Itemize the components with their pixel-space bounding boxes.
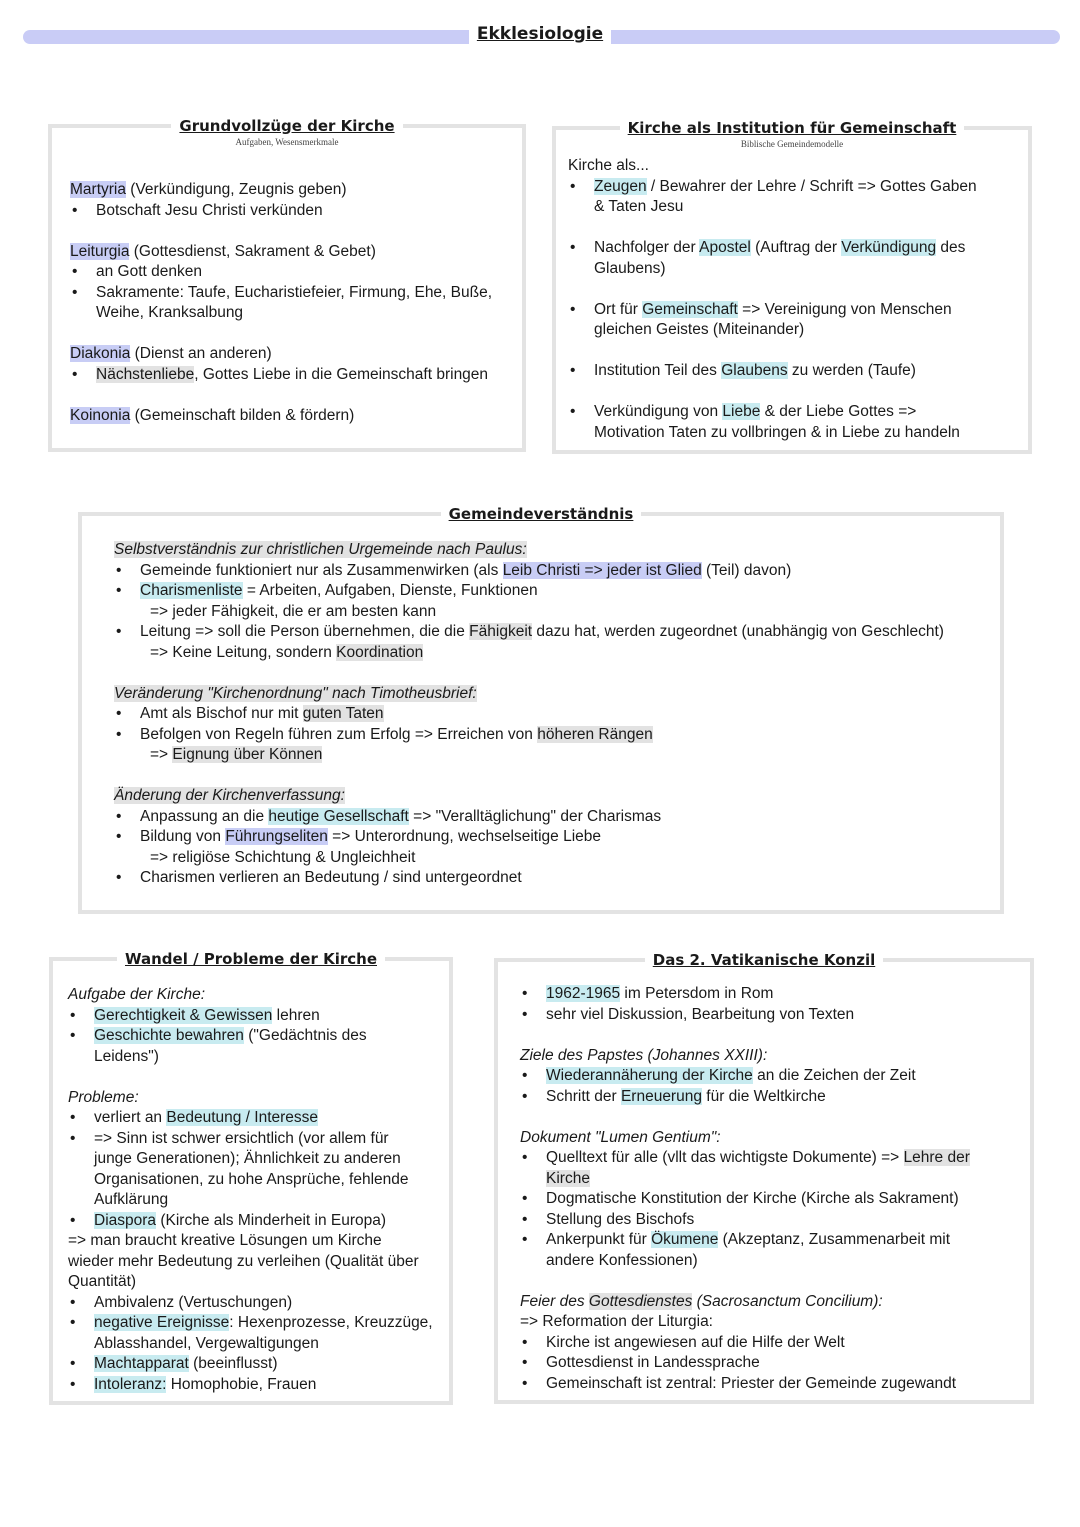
institution-box [552,119,1032,454]
list-item-cont: => religiöse Schichtung & Ungleichheit [150,848,416,866]
text: / Bewahrer der Lehre / Schrift => Gottes Gaben [646,177,977,195]
text: Feier des [520,1292,589,1310]
list-item [114,807,944,828]
text: (beeinflusst) [188,1355,278,1372]
text: (Kirche als Minderheit in Europa) [156,1211,387,1229]
leiturgia-term: Leiturgia [70,242,130,260]
list-item: • Gottesdienst in Landessprache [520,1353,970,1374]
highlight: Bedeutung / Interesse [166,1109,319,1126]
text: für die Weltkirche [701,1087,826,1105]
koinonia-desc: (Gemeinschaft bilden & fördern) [130,406,355,424]
list-item [568,402,977,423]
heading [114,684,944,705]
heading: Ziele des Papstes (Johannes XXIII): [520,1046,768,1064]
gemeinde-box [78,505,1004,914]
wandel-box [49,950,453,1405]
konzil-box [494,951,1034,1404]
highlight: Führungseliten [225,828,328,845]
gemeinde-title-wrap [82,504,1000,524]
list-item-cont: junge Generationen); Ähnlichkeit zu anderen [94,1150,401,1167]
highlight: heutige Gesellschaft [268,807,409,825]
grundvollzuege-box [48,117,526,452]
list-item [68,1211,433,1232]
list-item [520,1066,970,1087]
koinonia-term: Koinonia [70,406,131,424]
list-item [70,242,492,263]
highlight: guten Taten [302,705,384,722]
list-item [114,581,944,602]
text: Institution Teil des [594,362,722,379]
text: (Akzeptanz, Zusammenarbeit mit [718,1231,951,1248]
highlight: Erneuerung [620,1087,702,1105]
konzil-content [520,984,970,1394]
text: Quelltext für alle (vllt das wichtigste Dokumente) => [546,1149,904,1166]
highlight: Nächstenliebe [96,365,195,383]
leiturgia-desc: (Gottesdienst, Sakrament & Gebet) [129,242,376,260]
list-item [70,344,492,365]
note-line: Quantität) [68,1273,137,1290]
list-item-cont: Ablasshandel, Vergewaltigungen [94,1334,319,1352]
highlight: Leib Christi => jeder ist Glied [502,561,702,579]
institution-title-wrap [556,118,1028,138]
diakonia-desc: (Dienst an anderen) [130,345,272,362]
list-item-cont [114,745,944,766]
wandel-title: Wandel / Probleme der Kirche [117,949,385,969]
list-item [68,1313,433,1334]
martyria-term: Martyria [70,181,126,198]
list-item: • Botschaft Jesu Christi verkünden [70,201,492,222]
gemeinde-content [114,540,944,889]
wandel-content [68,985,433,1395]
list-item: • => Sinn ist schwer ersichtlich (vor allem für [68,1129,433,1150]
highlight: Geschichte bewahren [94,1027,244,1044]
list-item: • Dogmatische Konstitution der Kirche (Kirche als Sakrament) [520,1189,970,1210]
heading: Dokument "Lumen Gentium": [520,1128,721,1146]
text: = Arbeiten, Aufgaben, Dienste, Funktionen [242,582,538,599]
list-item-cont: Leidens") [94,1047,159,1065]
heading [114,786,944,807]
list-item-cont: Weihe, Kranksalbung [96,304,244,321]
list-item-cont: gleichen Geistes (Miteinander) [594,321,805,338]
text: Nachfolger der [594,239,700,256]
wandel-title-wrap [53,949,449,969]
heading-text: Selbstverständnis zur christlichen Urgemeinde nach Paulus: [114,541,527,558]
list-item [568,300,977,321]
konzil-title-wrap [498,950,1030,970]
note-line: => Reformation der Liturgia: [520,1313,713,1330]
list-item-cont: Organisationen, zu hohe Ansprüche, fehlende [94,1170,409,1188]
text: : Hexenprozesse, Kreuzzüge, [229,1314,433,1331]
highlight: Fähigkeit [469,623,533,640]
gemeinde-title: Gemeindeverständnis [441,504,642,524]
text: Anpassung an die [140,807,269,825]
highlight: Gemeinschaft [642,300,738,318]
text: Gemeinde funktioniert nur als Zusammenwirken (als [140,561,503,579]
text: => Unterordnung, wechselseitige Liebe [327,828,602,845]
text: Schritt der [546,1087,621,1105]
highlight: 1962-1965 [546,985,621,1002]
list-item [70,365,492,386]
list-item: • an Gott denken [70,262,492,283]
list-item [68,1375,433,1396]
highlight: Intoleranz: [94,1375,167,1393]
list-item [568,361,977,382]
list-item: • Stellung des Bischofs [520,1210,970,1231]
highlight: Ökumene [651,1231,719,1248]
list-item-cont [520,1169,970,1190]
highlight: Diaspora [94,1211,157,1229]
text: Bildung von [140,828,226,845]
highlight: Koordination [336,643,424,661]
list-item [568,177,977,198]
list-item [68,1354,433,1375]
list-item [114,704,944,725]
text: => [150,746,173,763]
text: (Sacrosanctum Concilium): [692,1292,883,1310]
highlight: Gerechtigkeit & Gewissen [94,1006,273,1024]
highlight: negative Ereignisse [94,1314,230,1331]
text: & der Liebe Gottes => [760,403,917,420]
heading: Probleme: [68,1088,139,1106]
list-item [520,984,970,1005]
text: Ankerpunkt für [546,1231,652,1248]
list-item-cont: => jeder Fähigkeit, die er am besten kann [150,602,437,620]
text: lehren [272,1006,320,1024]
text: dazu hat, werden zugeordnet (unabhängig von Geschlecht) [532,623,944,640]
institution-intro: Kirche als... [568,157,649,174]
text: Verkündigung von [594,403,723,420]
list-item: • Sakramente: Taufe, Eucharistiefeier, Firmung, Ehe, Buße, [70,283,492,304]
text: Ort für [594,300,643,318]
highlight: Wiederannäherung der Kirche [546,1067,753,1084]
list-item: • Gemeinschaft ist zentral: Priester der Gemeinde zugewandt [520,1374,970,1395]
text: verliert an [94,1109,167,1126]
heading-text: Veränderung "Kirchenordnung" nach Timotheusbrief: [114,684,477,702]
institution-subtitle: Biblische Gemeindemodelle [740,139,844,149]
text: Leitung => soll die Person übernehmen, die die [140,623,470,640]
heading: Aufgabe der Kirche: [68,986,206,1003]
institution-content [568,156,977,443]
text: an die Zeichen der Zeit [752,1067,916,1084]
highlight: Liebe [722,403,761,420]
list-item: • Charismen verlieren an Bedeutung / sind untergeordnet [114,868,944,889]
highlight: Verkündigung [841,239,937,256]
heading [520,1292,970,1313]
text: Homophobie, Frauen [166,1375,317,1393]
grundvollzuege-content [70,180,492,426]
page-title: Ekklesiologie [469,24,611,44]
text: => "Veralltäglichung" der Charismas [408,807,662,825]
text: => Keine Leitung, sondern [150,643,337,661]
list-item-cont: Motivation Taten zu vollbringen & in Liebe zu handeln [594,423,960,441]
highlight: Kirche [546,1169,590,1187]
grundvollzuege-subtitle: Aufgaben, Wesensmerkmale [235,137,339,147]
list-item: • Kirche ist angewiesen auf die Hilfe der Welt [520,1333,970,1354]
list-item-cont: Aufklärung [94,1191,169,1208]
list-item [114,561,944,582]
text: Amt als Bischof nur mit [140,705,303,722]
highlight: Zeugen [594,177,647,195]
list-item [520,1087,970,1108]
list-item [114,725,944,746]
highlight: Charismenliste [140,582,243,599]
list-item [114,622,944,643]
highlight: Glaubens [721,362,788,379]
text: (Auftrag der [750,239,842,256]
list-item: • Ambivalenz (Vertuschungen) [68,1293,433,1314]
list-item [114,827,944,848]
list-item [68,1006,433,1027]
list-item [70,180,492,201]
highlight: Lehre der [903,1149,970,1166]
konzil-title: Das 2. Vatikanische Konzil [645,950,883,970]
text: , Gottes Liebe in die Gemeinschaft bringen [194,365,489,383]
institution-title: Kirche als Institution für Gemeinschaft [620,118,965,138]
list-item [68,1026,433,1047]
grundvollzuege-title-wrap [52,116,522,136]
list-item: • sehr viel Diskussion, Bearbeitung von Texten [520,1005,970,1026]
list-item [568,238,977,259]
text: im Petersdom in Rom [620,985,774,1002]
list-item [520,1230,970,1251]
list-item-cont: andere Konfessionen) [546,1251,698,1269]
text: zu werden (Taufe) [787,362,916,379]
list-item [68,1108,433,1129]
heading [114,540,944,561]
text: des [936,239,966,256]
highlight: Gottesdienstes [588,1292,693,1310]
list-item-cont: & Taten Jesu [594,198,684,215]
diakonia-term: Diakonia [70,345,131,362]
list-item [520,1148,970,1169]
text: ("Gedächtnis des [243,1027,367,1044]
text: (Teil) davon) [701,561,792,579]
heading-text: Änderung der Kirchenverfassung: [114,787,345,804]
highlight: Apostel [699,239,751,256]
highlight: Machtapparat [94,1355,189,1372]
martyria-desc: (Verkündigung, Zeugnis geben) [125,181,347,198]
highlight: Eignung über Können [172,746,323,763]
list-item-cont: Glaubens) [594,259,666,277]
note-line: wieder mehr Bedeutung zu verleihen (Qualität über [68,1252,419,1270]
list-item-cont [114,643,944,664]
text: => Vereinigung von Menschen [737,300,952,318]
list-item [70,406,492,427]
highlight: höheren Rängen [537,725,653,743]
grundvollzuege-title: Grundvollzüge der Kirche [171,116,402,136]
text: Befolgen von Regeln führen zum Erfolg => Erreichen von [140,725,538,743]
page-title-wrap [0,24,1080,44]
note-line: => man braucht kreative Lösungen um Kirche [68,1232,382,1249]
